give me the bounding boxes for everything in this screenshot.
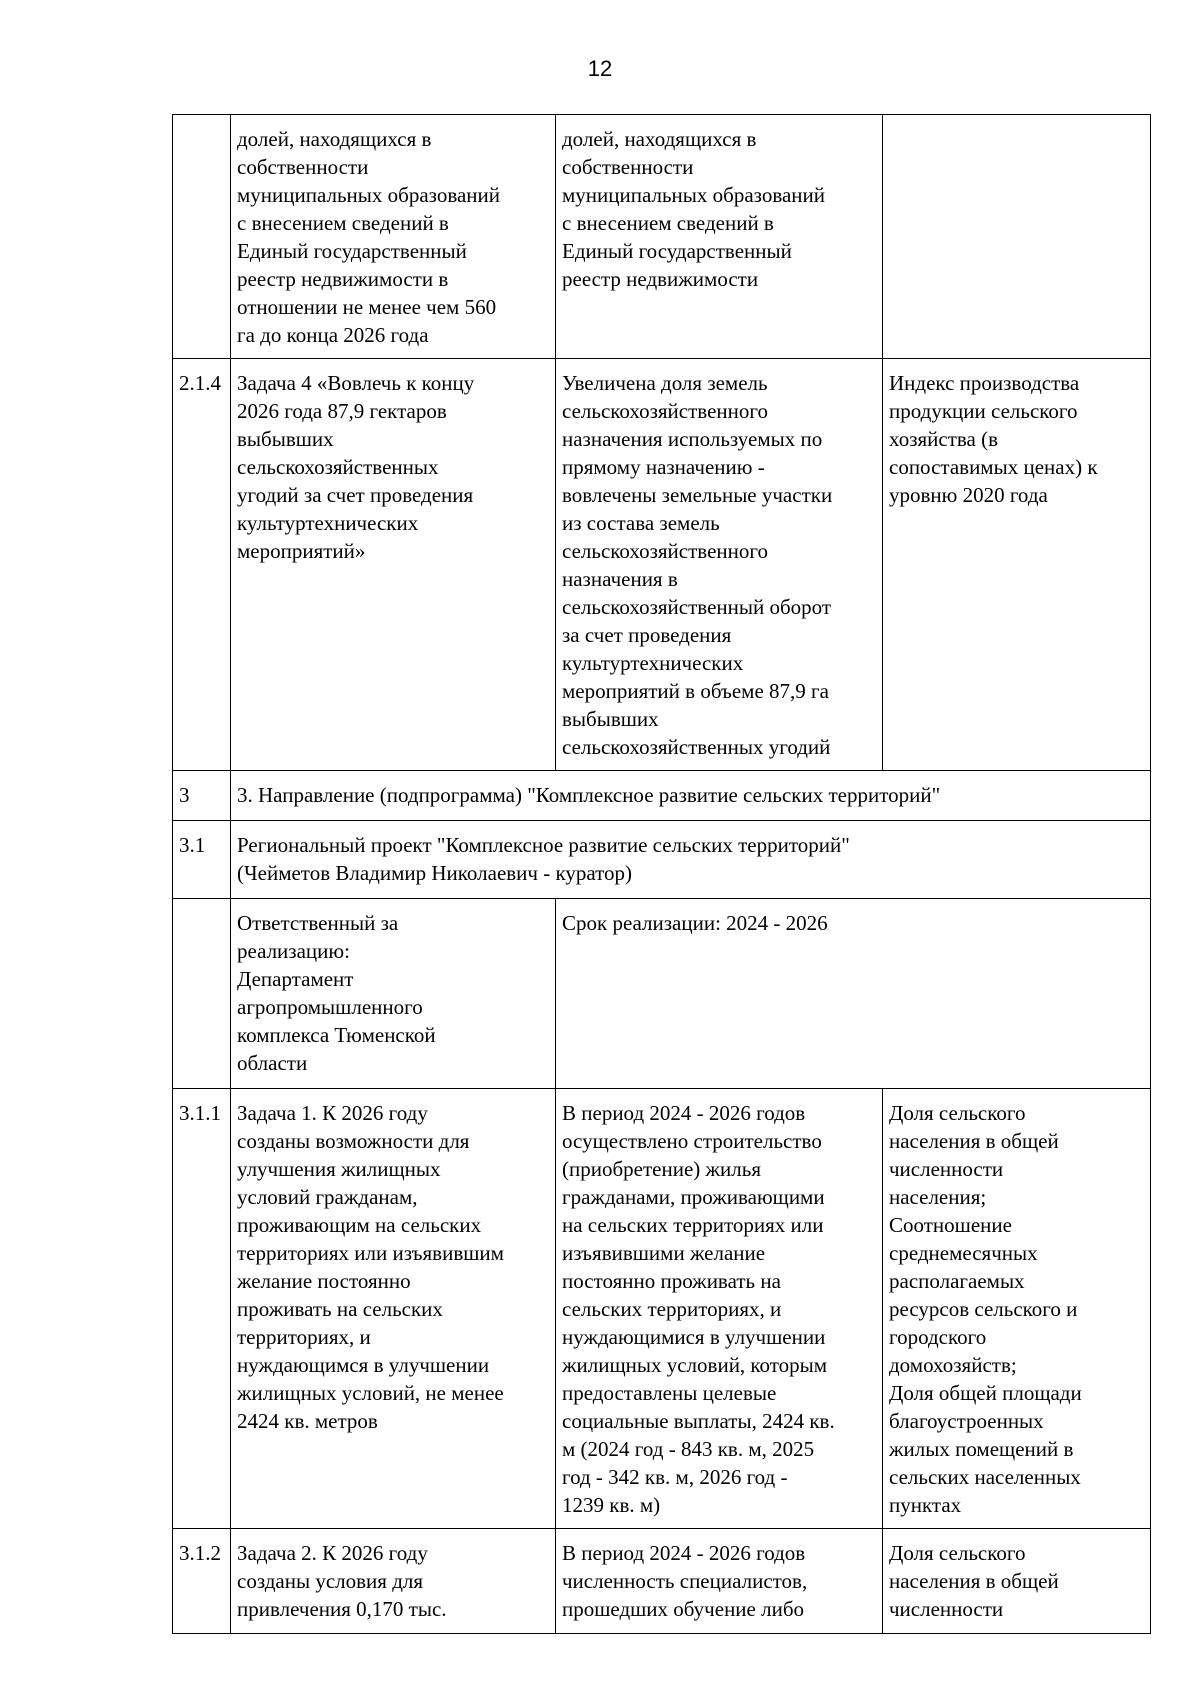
task-cell: долей, находящихся в собственности муниципальных образований с внесением сведений в Единый государственный реестр недвижимости в отношении не менее чем 560 га до конца 2026 года	[231, 115, 556, 359]
project-row	[173, 821, 1151, 899]
row-number: 3.1.1	[173, 1089, 231, 1529]
indicator-cell: Доля сельского населения в общей численности населения; Соотношение среднемесячных располагаемых ресурсов сельского и городского домохозяйств; Доля общей площади благоустроенных жилых помещений в сельских населенных пунктах	[883, 1089, 1151, 1529]
row-number	[173, 115, 231, 359]
section-title: 3. Направление (подпрограмма) "Комплексное развитие сельских территорий"	[231, 771, 1151, 821]
indicator-cell	[883, 115, 1151, 359]
result-cell: долей, находящихся в собственности муниципальных образований с внесением сведений в Единый государственный реестр недвижимости	[556, 115, 883, 359]
row-number: 3.1.2	[173, 1529, 231, 1634]
section-row	[173, 771, 1151, 821]
result-cell: Увеличена доля земель сельскохозяйственного назначения используемых по прямому назначению - вовлечены земельные участки из состава земель сельскохозяйственного назначения в сельскохозяйственный оборот за счет проведения культуртехнических мероприятий в объеме 87,9 га выбывших сельскохозяйственных угодий	[556, 359, 883, 771]
result-cell: В период 2024 - 2026 годов численность специалистов, прошедших обучение либо	[556, 1529, 883, 1634]
table-row	[173, 115, 1151, 359]
task-cell: Задача 1. К 2026 году созданы возможности для улучшения жилищных условий гражданам, проживающим на сельских территориях или изъявившим желание постоянно проживать на сельских территориях, и нуждающимся в улучшении жилищных условий, не менее 2424 кв. метров	[231, 1089, 556, 1529]
project-title: Региональный проект "Комплексное развитие сельских территорий" (Чейметов Владимир Николаевич - куратор)	[231, 821, 1151, 899]
responsible-cell: Ответственный за реализацию: Департамент агропромышленного комплекса Тюменской области	[231, 899, 556, 1089]
task-cell: Задача 2. К 2026 году созданы условия для привлечения 0,170 тыс.	[231, 1529, 556, 1634]
row-number: 3	[173, 771, 231, 821]
table-row	[173, 359, 1151, 771]
term-cell: Срок реализации: 2024 - 2026	[556, 899, 1151, 1089]
task-cell: Задача 4 «Вовлечь к концу 2026 года 87,9 гектаров выбывших сельскохозяйственных угодий за счет проведения культуртехнических мероприятий»	[231, 359, 556, 771]
row-number	[173, 899, 231, 1089]
result-cell: В период 2024 - 2026 годов осуществлено строительство (приобретение) жилья гражданами, проживающими на сельских территориях или изъявившими желание постоянно проживать на сельских территориях, и нуждающимися в улучшении жилищных условий, которым предоставлены целевые социальные выплаты, 2424 кв. м (2024 год - 843 кв. м, 2025 год - 342 кв. м, 2026 год - 1239 кв. м)	[556, 1089, 883, 1529]
table-row	[173, 1529, 1151, 1634]
responsible-row	[173, 899, 1151, 1089]
row-number: 3.1	[173, 821, 231, 899]
page-number: 12	[587, 56, 613, 81]
row-number: 2.1.4	[173, 359, 231, 771]
program-table	[172, 114, 1151, 1634]
indicator-cell: Доля сельского населения в общей численности	[883, 1529, 1151, 1634]
indicator-cell: Индекс производства продукции сельского хозяйства (в сопоставимых ценах) к уровню 2020 года	[883, 359, 1151, 771]
table-row	[173, 1089, 1151, 1529]
